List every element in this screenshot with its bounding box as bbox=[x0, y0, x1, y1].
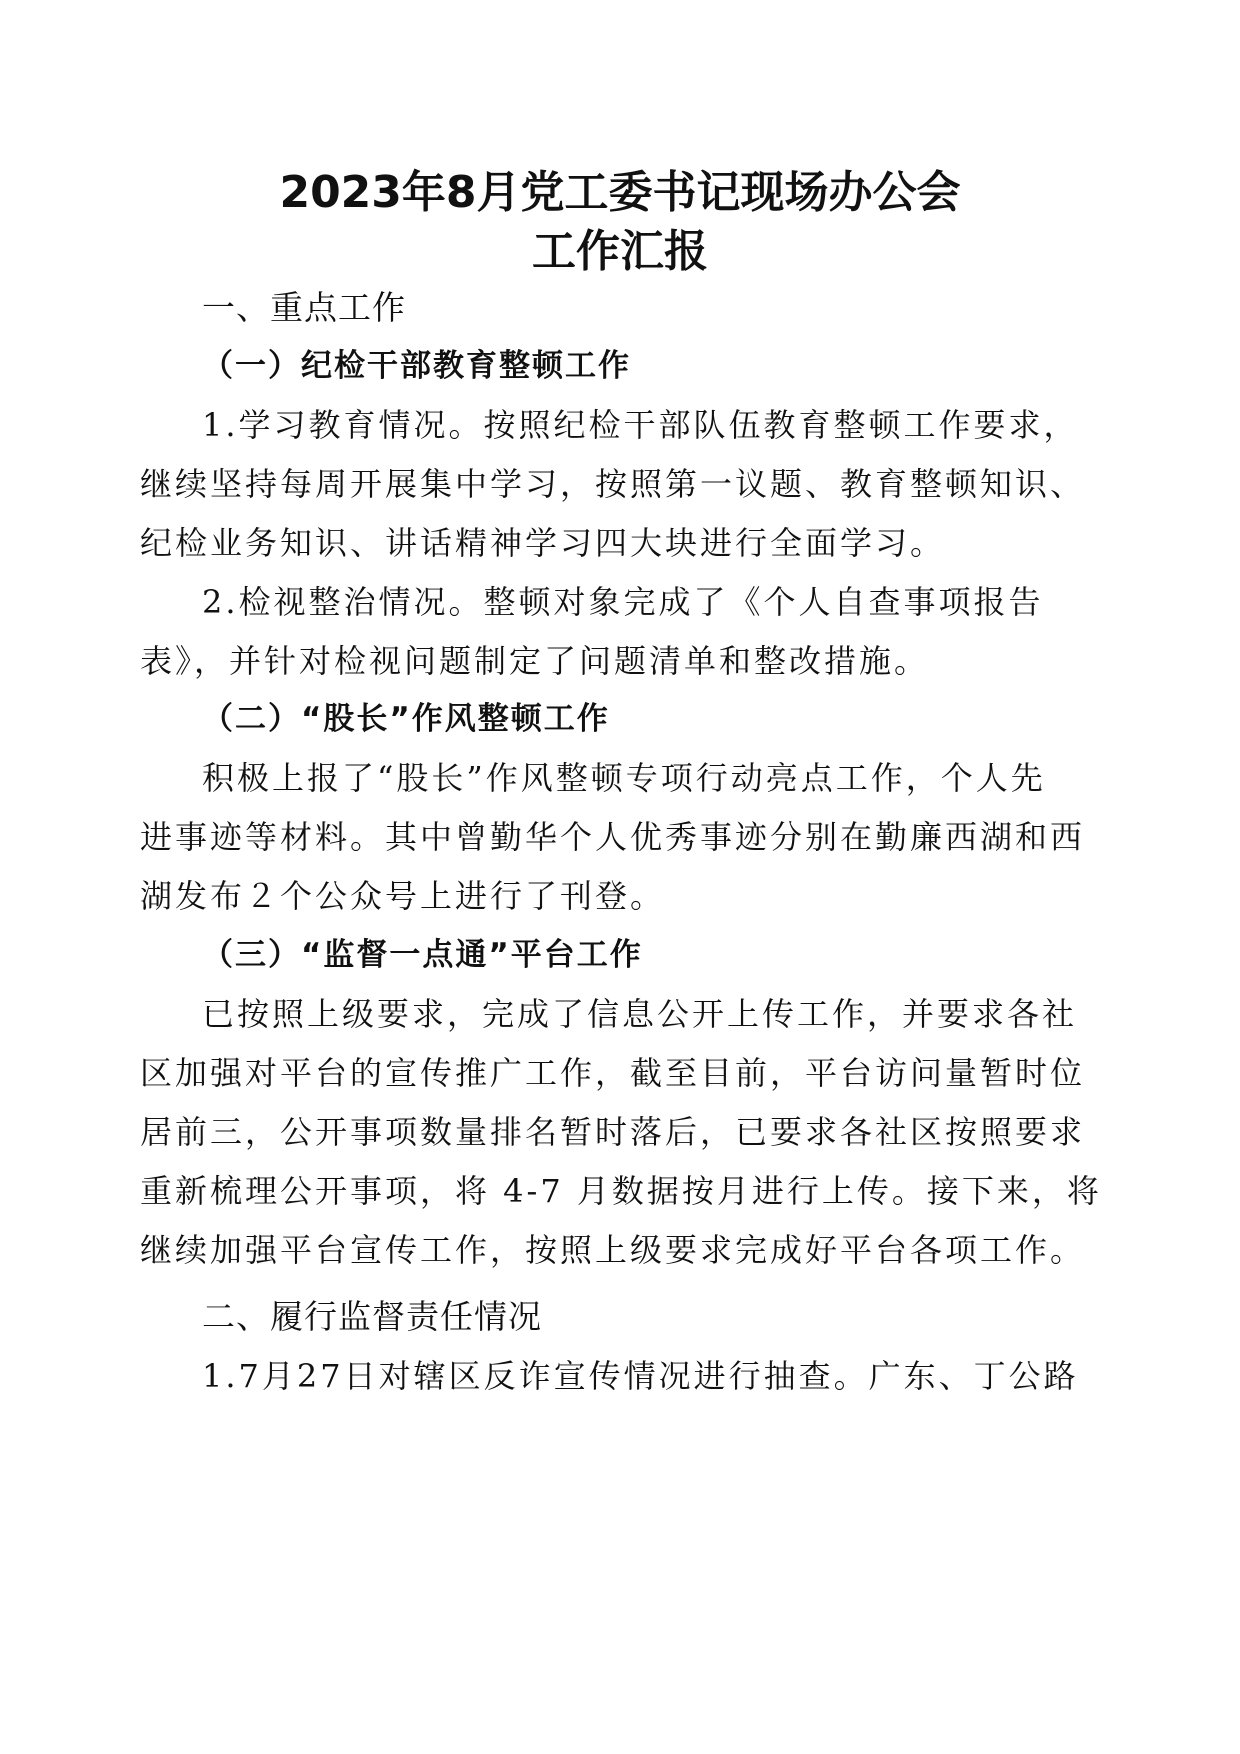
paragraph-line: 积极上报了“股长”作风整顿专项行动亮点工作，个人先 bbox=[202, 759, 1046, 797]
paragraph-line: 继续加强平台宣传工作，按照上级要求完成好平台各项工作。 bbox=[140, 1231, 1086, 1269]
paragraph-line: 进事迹等材料。其中曾勤华个人优秀事迹分别在勤廉西湖和西 bbox=[140, 818, 1086, 856]
subsection-1-heading: （一）纪检干部教育整顿工作 bbox=[202, 348, 631, 384]
document-title-line-1: 2023年8月党工委书记现场办公会 bbox=[279, 167, 961, 218]
paragraph-line: 已按照上级要求，完成了信息公开上传工作，并要求各社 bbox=[202, 995, 1078, 1033]
paragraph-line: 继续坚持每周开展集中学习，按照第一议题、教育整顿知识、 bbox=[140, 465, 1086, 503]
paragraph-line: 居前三，公开事项数量排名暂时落后，已要求各社区按照要求 bbox=[140, 1113, 1086, 1151]
paragraph-line: 2.检视整治情况。整顿对象完成了《个人自查事项报告 bbox=[202, 583, 1044, 621]
subsection-3-heading: （三）“监督一点通”平台工作 bbox=[202, 937, 643, 973]
paragraph-line: 表》，并针对检视问题制定了问题清单和整改措施。 bbox=[140, 642, 930, 680]
subsection-2-heading: （二）“股长”作风整顿工作 bbox=[202, 701, 610, 737]
paragraph-line: 1.7月27日对辖区反诈宣传情况进行抽查。广东、丁公路 bbox=[202, 1357, 1079, 1395]
paragraph-line: 区加强对平台的宣传推广工作，截至目前，平台访问量暂时位 bbox=[140, 1054, 1086, 1092]
paragraph-line: 1.学习教育情况。按照纪检干部队伍教育整顿工作要求， bbox=[202, 406, 1079, 444]
paragraph-line: 湖发布２个公众号上进行了刊登。 bbox=[140, 877, 666, 915]
paragraph-line: 重新梳理公开事项，将 4-7 月数据按月进行上传。接下来，将 bbox=[140, 1172, 1102, 1210]
paragraph-line: 纪检业务知识、讲话精神学习四大块进行全面学习。 bbox=[140, 524, 946, 562]
section-2-heading: 二、履行监督责任情况 bbox=[202, 1297, 542, 1336]
document-title-line-2: 工作汇报 bbox=[532, 226, 708, 277]
section-1-heading: 一、重点工作 bbox=[202, 288, 406, 327]
